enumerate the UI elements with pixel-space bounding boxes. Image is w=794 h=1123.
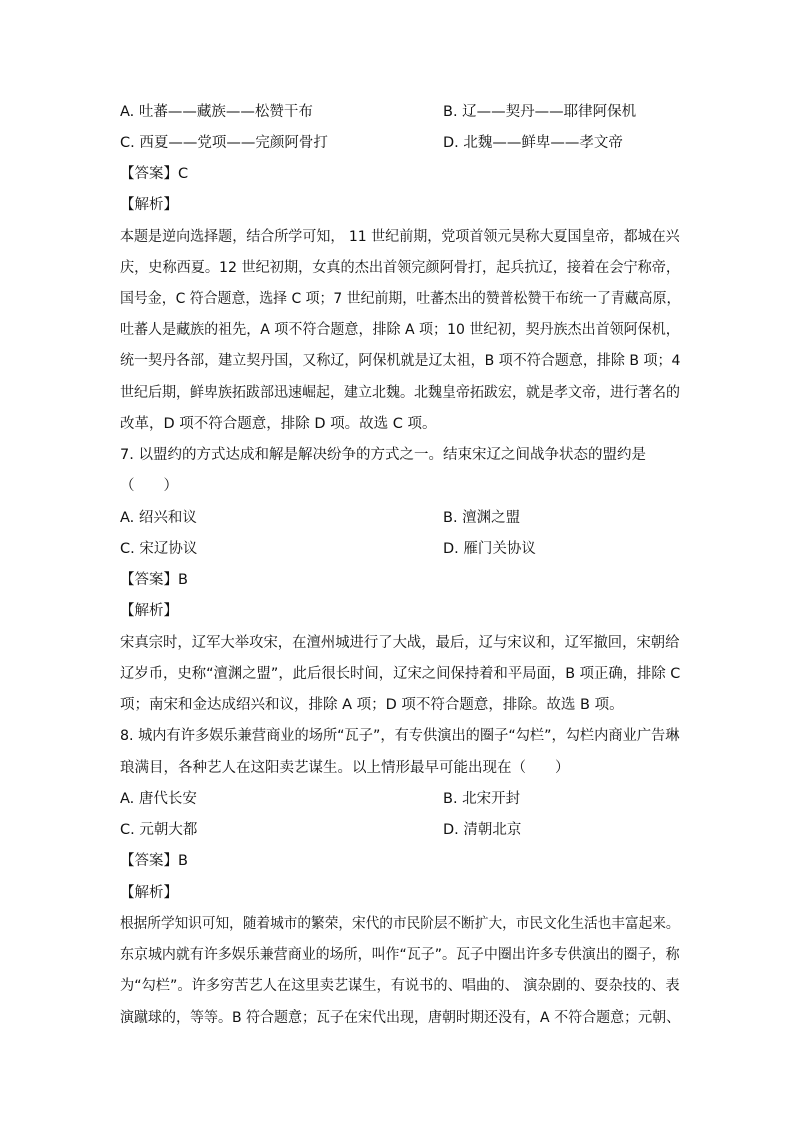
q6-analysis-line: 本题是逆向选择题，结合所学可知， 11 世纪前期，党项首领元昊称大夏国皇帝，都城在兴 — [120, 229, 680, 245]
q8-analysis-line: 根据所学知识可知，随着城市的繁荣，宋代的市民阶层不断扩大，市民文化生活也丰富起来。 — [120, 916, 680, 932]
q7-answer: 【答案】B — [120, 572, 188, 588]
q8-stem-line: 8. 城内有许多娱乐兼营商业的场所“瓦子”，有专供演出的圈子“勾栏”，勾栏内商业广告琳 — [120, 728, 680, 744]
q7-options-row-1 — [120, 508, 680, 528]
q6-analysis-line: 庆，史称西夏。12 世纪初期，女真的杰出首领完颜阿骨打，起兵抗辽，接着在会宁称帝， — [120, 260, 681, 276]
q6-option-b: B. 辽——契丹——耶律阿保机 — [443, 104, 637, 120]
q6-analysis-line: 吐蕃人是藏族的祖先，A 项不符合题意，排除 A 项；10 世纪初，契丹族杰出首领阿保机， — [120, 322, 680, 338]
q7-analysis-line: 项；南宋和金达成绍兴和议，排除 A 项；D 项不符合题意，排除。故选 B 项。 — [120, 697, 624, 713]
q6-answer: 【答案】C — [120, 166, 189, 182]
q6-option-a: A. 吐蕃——藏族——松赞干布 — [120, 104, 313, 120]
q6-analysis-label: 【解析】 — [120, 197, 178, 213]
q7-analysis-line: 宋真宗时，辽军大举攻宋，在澶州城进行了大战，最后，辽与宋议和，辽军撤回，宋朝给 — [120, 635, 680, 651]
q8-answer: 【答案】B — [120, 853, 188, 869]
q6-options-row-1 — [120, 102, 680, 122]
q7-option-a: A. 绍兴和议 — [120, 510, 197, 526]
q8-analysis-line: 演蹴球的，等等。B 符合题意；瓦子在宋代出现，唐朝时期还没有，A 不符合题意；元朝、 — [120, 1010, 681, 1026]
q8-option-b: B. 北宋开封 — [443, 791, 521, 807]
q8-options-row-1 — [120, 789, 680, 809]
q8-option-d: D. 清朝北京 — [443, 822, 522, 838]
q6-analysis-line: 国号金，C 符合题意，选择 C 项；7 世纪前期，吐蕃杰出的赞普松赞干布统一了青藏高原， — [120, 291, 681, 307]
q8-option-c: C. 元朝大都 — [120, 822, 198, 838]
q8-options-row-2 — [120, 820, 680, 840]
q6-analysis-line: 世纪后期，鲜卑族拓跋部迅速崛起，建立北魏。北魏皇帝拓跋宏，就是孝文帝，进行著名的 — [120, 385, 680, 401]
q8-option-a: A. 唐代长安 — [120, 791, 197, 807]
q7-analysis-label: 【解析】 — [120, 603, 178, 619]
q7-analysis-line: 辽岁币，史称“澶渊之盟”，此后很长时间，辽宋之间保持着和平局面，B 项正确，排除 C — [120, 666, 681, 682]
q7-stem-bracket: （ ） — [120, 478, 178, 494]
q6-analysis-line: 改革，D 项不符合题意，排除 D 项。故选 C 项。 — [120, 416, 437, 432]
q8-analysis-line: 东京城内就有许多娱乐兼营商业的场所，叫作“瓦子”。瓦子中圈出许多专供演出的圈子，称 — [120, 947, 680, 963]
q8-stem-line: 琅满目，各种艺人在这阳卖艺谋生。以上情形最早可能出现在（ ） — [120, 760, 570, 776]
q8-analysis-line: 为“勾栏”。许多穷苦艺人在这里卖艺谋生，有说书的、唱曲的、 演杂剧的、耍杂技的、表 — [120, 978, 680, 994]
q7-stem-line: 7. 以盟约的方式达成和解是解决纷争的方式之一。结束宋辽之间战争状态的盟约是 — [120, 447, 646, 463]
q6-option-c: C. 西夏——党项——完颜阿骨打 — [120, 135, 328, 151]
q6-options-row-2 — [120, 133, 680, 153]
q7-option-d: D. 雁门关协议 — [443, 541, 536, 557]
q7-options-row-2 — [120, 539, 680, 559]
q8-analysis-label: 【解析】 — [120, 885, 178, 901]
q6-option-d: D. 北魏——鲜卑——孝文帝 — [443, 135, 623, 151]
q7-option-c: C. 宋辽协议 — [120, 541, 198, 557]
q6-analysis-line: 统一契丹各部，建立契丹国，又称辽，阿保机就是辽太祖，B 项不符合题意，排除 B 项；4 — [120, 353, 681, 369]
q7-option-b: B. 澶渊之盟 — [443, 510, 521, 526]
